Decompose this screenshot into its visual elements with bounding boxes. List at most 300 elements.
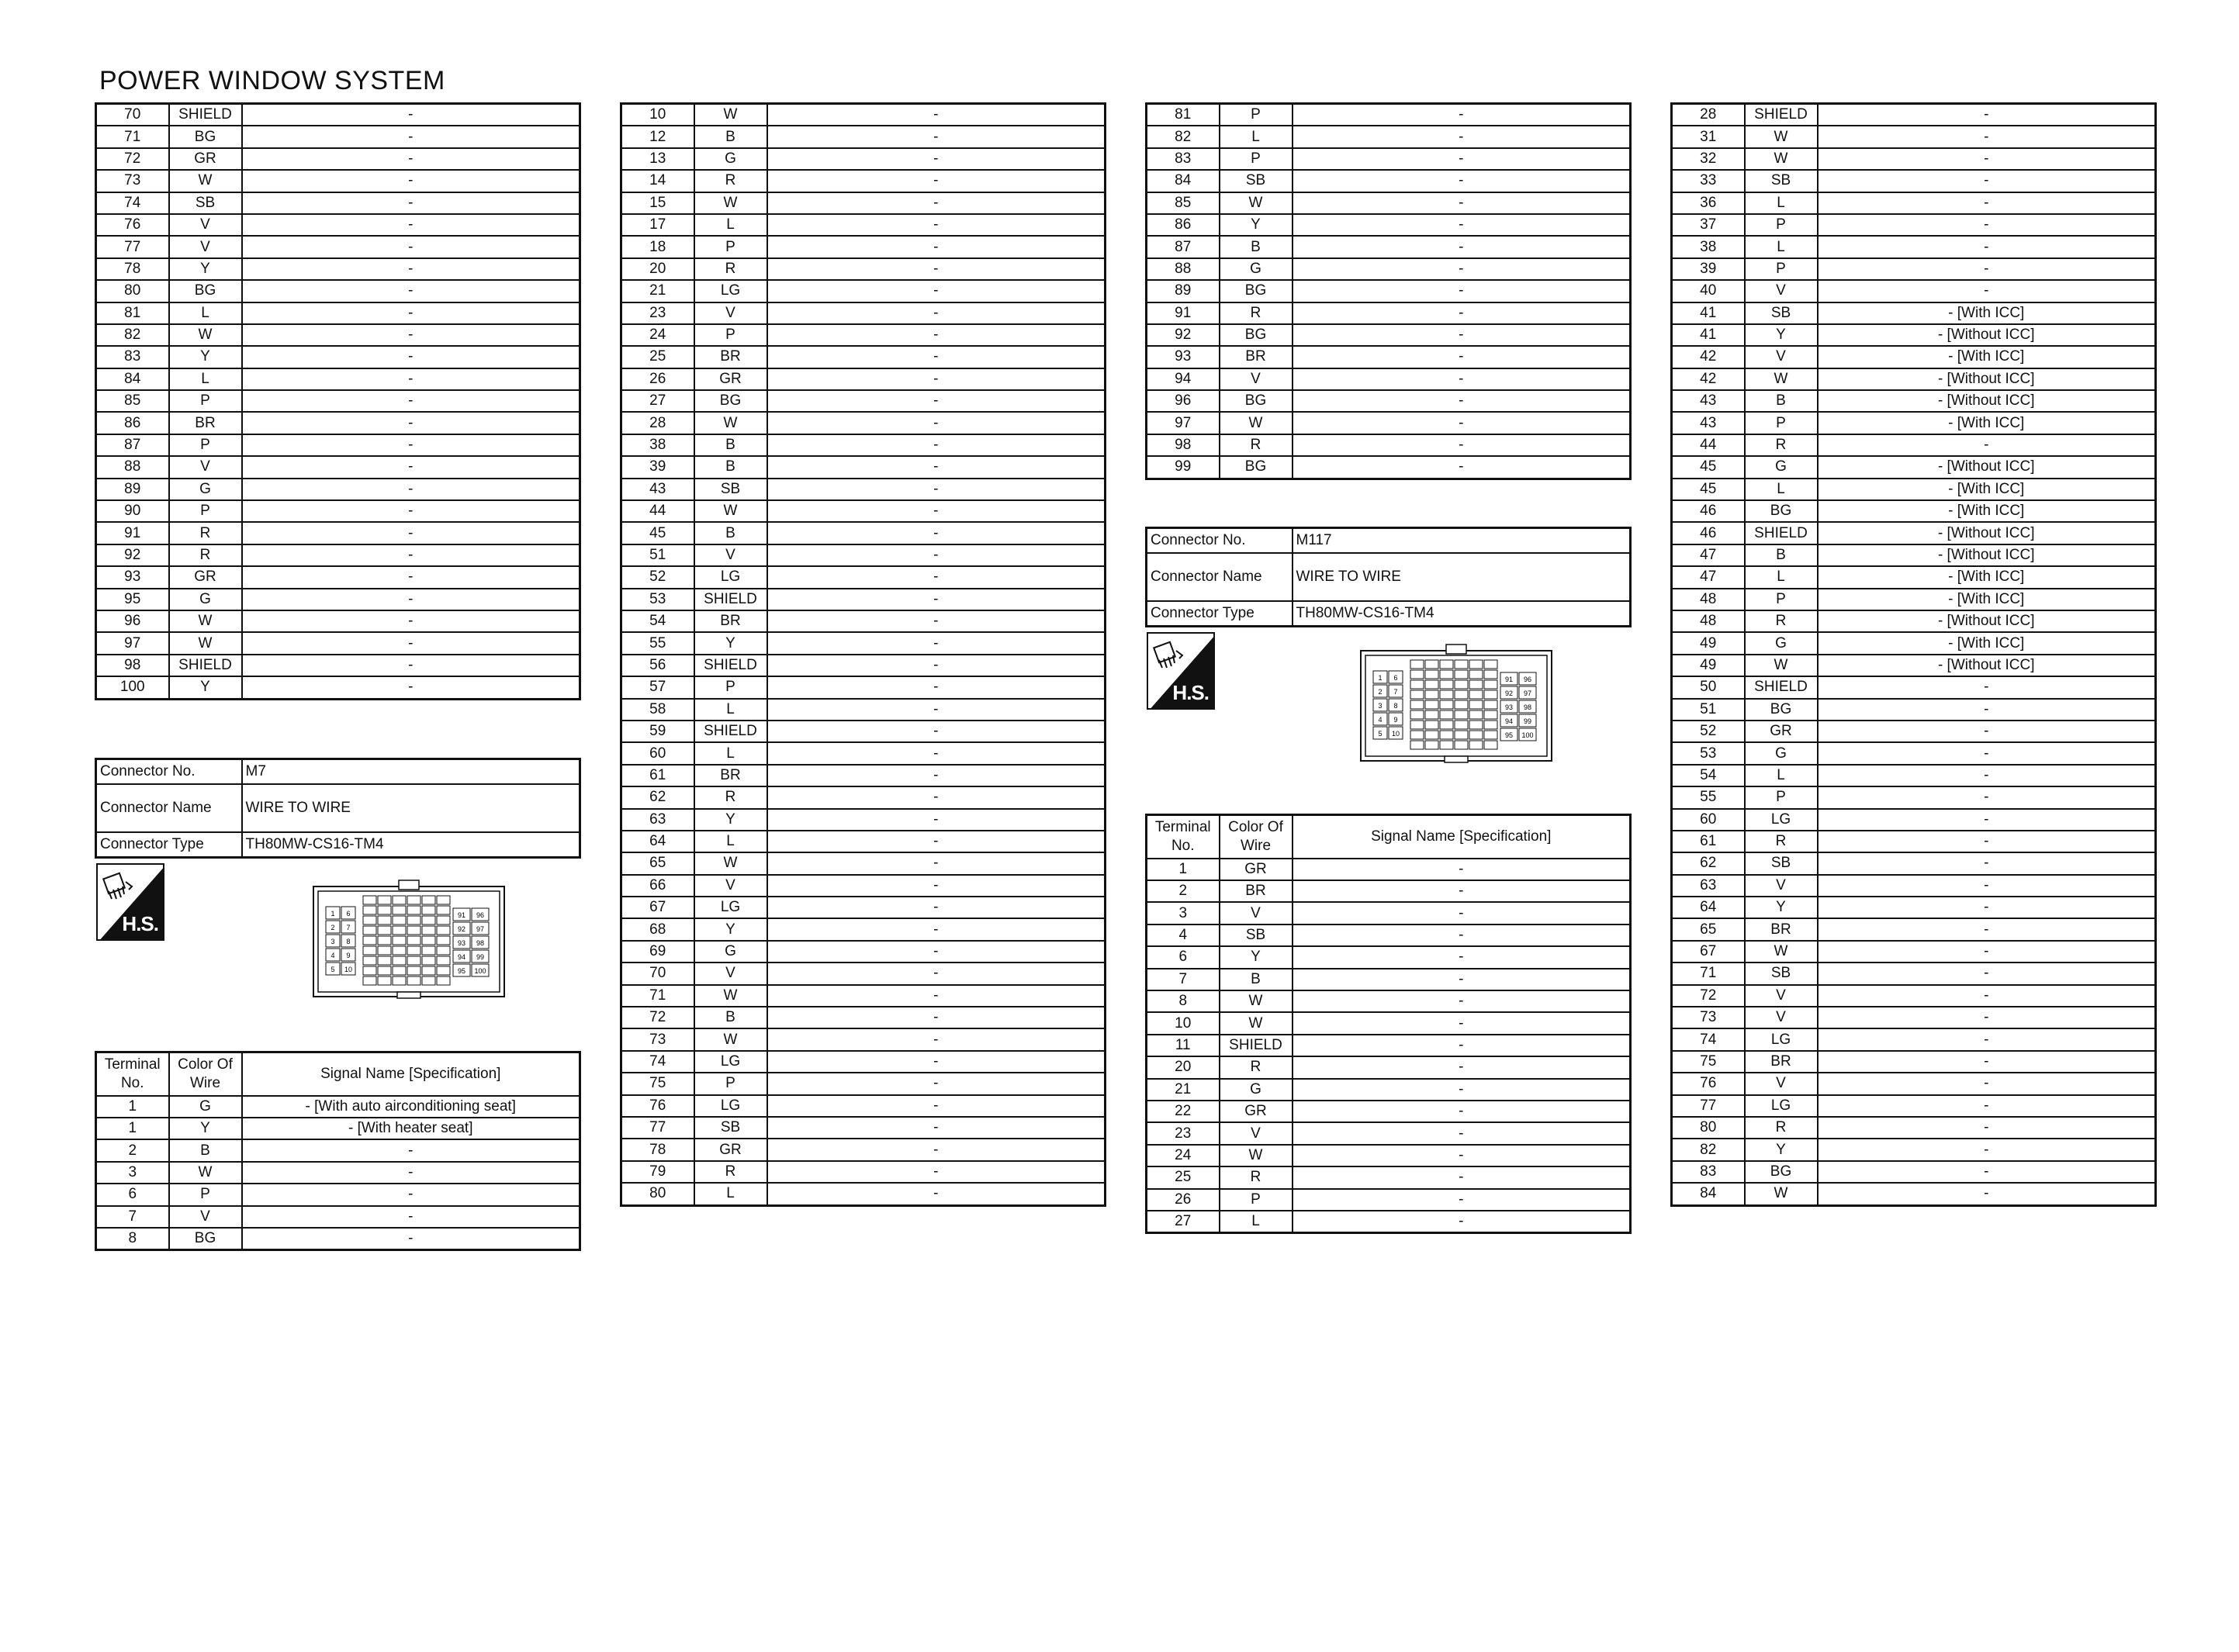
pin-cavity <box>1469 690 1483 699</box>
signal-name-cell: - <box>242 214 580 236</box>
terminal-no-cell: 54 <box>1672 765 1745 786</box>
terminal-no-cell: 8 <box>96 1228 169 1250</box>
header-signal-name: Signal Name [Specification] <box>1293 814 1631 859</box>
wire-color-cell: LG <box>1745 1095 1818 1117</box>
pin-cavity <box>393 896 406 904</box>
pin-cavity <box>1410 690 1424 699</box>
pin-cavity <box>393 946 406 955</box>
wire-color-cell: SB <box>694 1117 767 1139</box>
terminal-no-cell: 31 <box>1672 126 1745 147</box>
table-row <box>621 610 1106 632</box>
table-row <box>96 456 580 478</box>
table-row <box>621 566 1106 588</box>
wire-color-cell: Y <box>694 809 767 831</box>
table-row <box>1147 1101 1631 1122</box>
terminal-no-cell: 3 <box>96 1162 169 1184</box>
pin-cavity <box>437 896 450 904</box>
pin-label: 7 <box>346 923 351 931</box>
wire-color-cell: P <box>1745 258 1818 280</box>
signal-name-cell: - <box>242 258 580 280</box>
wire-color-cell: V <box>1745 280 1818 302</box>
wire-color-cell: G <box>1745 632 1818 654</box>
wire-color-cell: BG <box>169 280 242 302</box>
table-row <box>96 655 580 676</box>
table-row <box>621 1073 1106 1094</box>
table-row <box>621 500 1106 522</box>
terminal-no-cell: 91 <box>96 522 169 544</box>
wire-color-cell: W <box>694 1028 767 1050</box>
signal-name-cell: - <box>767 1161 1106 1183</box>
wire-color-cell: R <box>694 1161 767 1183</box>
header-color-of-wire: Color Of Wire <box>169 1052 242 1096</box>
pin-label: 8 <box>1393 701 1398 710</box>
signal-name-cell: - <box>1818 170 2156 192</box>
signal-name-cell: - <box>1293 126 1631 147</box>
pin-cavity <box>363 916 376 924</box>
terminal-no-cell: 36 <box>1672 192 1745 214</box>
terminal-no-cell: 78 <box>96 258 169 280</box>
signal-name-cell: - [Without ICC] <box>1818 655 2156 676</box>
signal-name-cell: - <box>1293 390 1631 412</box>
pin-cavity <box>1469 731 1483 739</box>
table-row <box>96 1118 580 1139</box>
wire-color-cell: W <box>1745 368 1818 390</box>
column-2 <box>620 102 1104 1207</box>
terminal-no-cell: 56 <box>621 655 694 676</box>
signal-name-cell: - <box>242 126 580 147</box>
signal-name-cell: - <box>1818 1007 2156 1028</box>
signal-name-cell: - <box>1293 1056 1631 1078</box>
signal-name-cell: - <box>242 1162 580 1184</box>
terminal-no-cell: 76 <box>96 214 169 236</box>
signal-name-cell: - <box>242 302 580 324</box>
signal-name-cell: - <box>1818 214 2156 236</box>
wire-color-cell: BG <box>169 126 242 147</box>
pin-cavity <box>422 966 435 975</box>
table-row <box>621 655 1106 676</box>
signal-name-cell: - <box>767 1139 1106 1160</box>
terminal-no-cell: 37 <box>1672 214 1745 236</box>
wire-color-cell: B <box>1745 544 1818 566</box>
signal-name-cell: - <box>1818 742 2156 764</box>
wire-color-cell: G <box>169 479 242 500</box>
table-row <box>96 412 580 434</box>
pin-cavity <box>1425 731 1438 739</box>
table-row <box>621 192 1106 214</box>
signal-name-cell: - [With ICC] <box>1818 632 2156 654</box>
table-row <box>621 941 1106 963</box>
terminal-no-cell: 90 <box>96 500 169 522</box>
table-row <box>1672 655 2156 676</box>
wire-color-cell: V <box>694 544 767 566</box>
table-row <box>621 1028 1106 1050</box>
wire-color-cell: BR <box>694 610 767 632</box>
terminal-no-cell: 38 <box>1672 236 1745 257</box>
table-row <box>1672 324 2156 346</box>
table-row <box>96 1206 580 1228</box>
wire-color-cell: L <box>694 214 767 236</box>
signal-name-cell: - <box>242 1228 580 1250</box>
signal-name-cell: - <box>1818 1139 2156 1160</box>
pin-cavity <box>407 946 420 955</box>
pin-label: 94 <box>457 952 466 961</box>
wire-color-cell: SHIELD <box>1745 522 1818 544</box>
signal-name-cell: - <box>1818 236 2156 257</box>
signal-name-cell: - <box>1293 170 1631 192</box>
terminal-no-cell: 68 <box>621 918 694 940</box>
column-3 <box>1145 102 1629 1234</box>
terminal-no-cell: 51 <box>621 544 694 566</box>
wire-color-cell: P <box>1220 104 1293 126</box>
table-row <box>1672 721 2156 742</box>
signal-name-cell: - <box>1818 875 2156 897</box>
connector-no-value: M7 <box>242 759 580 784</box>
table-row <box>1147 434 1631 456</box>
table-row <box>621 302 1106 324</box>
signal-name-cell: - [With ICC] <box>1818 412 2156 434</box>
terminal-no-cell: 74 <box>621 1051 694 1073</box>
pin-cavity <box>1410 721 1424 729</box>
table-row <box>1147 412 1631 434</box>
pin-cavity <box>378 966 391 975</box>
table-row <box>621 479 1106 500</box>
wire-color-cell: GR <box>169 148 242 170</box>
terminal-no-cell: 41 <box>1672 302 1745 324</box>
terminal-no-cell: 71 <box>96 126 169 147</box>
terminal-no-cell: 20 <box>621 258 694 280</box>
terminal-no-cell: 82 <box>1147 126 1220 147</box>
terminal-no-cell: 77 <box>96 236 169 257</box>
terminal-no-cell: 38 <box>621 434 694 456</box>
wire-color-cell: Y <box>169 676 242 699</box>
signal-name-cell: - <box>767 875 1106 897</box>
table-row <box>621 126 1106 147</box>
wire-color-cell: BG <box>1220 390 1293 412</box>
wire-color-cell: P <box>169 1184 242 1205</box>
connector-type-value: TH80MW-CS16-TM4 <box>1293 601 1631 627</box>
wire-color-cell: L <box>1745 236 1818 257</box>
wire-color-cell: P <box>694 1073 767 1094</box>
signal-name-cell: - <box>1293 880 1631 902</box>
pin-label: 4 <box>1378 715 1383 724</box>
terminal-no-cell: 84 <box>96 368 169 390</box>
terminal-no-cell: 21 <box>621 280 694 302</box>
terminal-no-cell: 28 <box>621 412 694 434</box>
signal-name-cell: - <box>767 192 1106 214</box>
signal-name-cell: - <box>767 104 1106 126</box>
table-row <box>1147 1035 1631 1056</box>
table-row <box>1147 1211 1631 1233</box>
wire-color-cell: SB <box>1745 852 1818 874</box>
wire-color-cell: G <box>1220 1079 1293 1101</box>
wire-color-cell: B <box>694 126 767 147</box>
pin-label: 3 <box>330 937 335 945</box>
wire-color-cell: Y <box>169 346 242 368</box>
wire-color-cell: W <box>694 852 767 874</box>
table-row <box>621 434 1106 456</box>
connector-type-value: TH80MW-CS16-TM4 <box>242 832 580 858</box>
pin-label: 9 <box>346 951 351 959</box>
signal-name-cell: - <box>1293 1122 1631 1144</box>
signal-name-cell: - <box>767 236 1106 257</box>
pin-cavity <box>407 936 420 945</box>
signal-name-cell: - <box>1818 941 2156 963</box>
wire-color-cell: SHIELD <box>169 104 242 126</box>
table-row <box>1672 831 2156 852</box>
pin-cavity <box>1455 710 1468 719</box>
signal-name-cell: - [With ICC] <box>1818 566 2156 588</box>
table-row <box>1147 859 1631 880</box>
terminal-no-cell: 89 <box>1147 280 1220 302</box>
table-row <box>621 1139 1106 1160</box>
signal-name-cell: - <box>1818 1161 2156 1183</box>
wire-color-cell: Y <box>1745 1139 1818 1160</box>
wire-color-cell: V <box>1745 875 1818 897</box>
wire-color-cell: R <box>1745 610 1818 632</box>
signal-name-cell: - <box>242 1139 580 1161</box>
signal-name-cell: - <box>767 544 1106 566</box>
signal-name-cell: - <box>242 456 580 478</box>
signal-name-cell: - <box>242 500 580 522</box>
wire-color-cell: P <box>694 324 767 346</box>
table-row <box>96 148 580 170</box>
terminal-no-cell: 88 <box>96 456 169 478</box>
wire-color-cell: SHIELD <box>694 589 767 610</box>
wire-color-cell: BG <box>1220 456 1293 479</box>
signal-name-cell: - <box>767 721 1106 742</box>
wire-color-cell: G <box>694 148 767 170</box>
table-row <box>1672 632 2156 654</box>
wire-color-cell: W <box>1745 655 1818 676</box>
signal-name-cell: - <box>767 522 1106 544</box>
wire-color-cell: GR <box>694 1139 767 1160</box>
connector-no-label: Connector No. <box>96 759 242 784</box>
signal-name-cell: - [Without ICC] <box>1818 544 2156 566</box>
terminal-no-cell: 75 <box>1672 1051 1745 1073</box>
terminal-no-cell: 93 <box>1147 346 1220 368</box>
signal-name-cell: - [Without ICC] <box>1818 522 2156 544</box>
wire-color-cell: R <box>1745 434 1818 456</box>
terminal-no-cell: 69 <box>621 941 694 963</box>
pin-cavity <box>422 956 435 965</box>
pin-cavity <box>1425 680 1438 689</box>
pin-label: 3 <box>1378 701 1383 710</box>
terminal-no-cell: 81 <box>1147 104 1220 126</box>
signal-name-cell: - <box>1293 990 1631 1012</box>
terminal-no-cell: 17 <box>621 214 694 236</box>
signal-name-cell: - <box>242 479 580 500</box>
signal-name-cell: - <box>767 1028 1106 1050</box>
wire-color-cell: B <box>694 456 767 478</box>
pin-cavity <box>1469 721 1483 729</box>
signal-name-cell: - [With heater seat] <box>242 1118 580 1139</box>
wire-color-cell: Y <box>694 918 767 940</box>
terminal-no-cell: 61 <box>1672 831 1745 852</box>
terminal-no-cell: 46 <box>1672 500 1745 522</box>
table-row <box>1672 170 2156 192</box>
terminal-no-cell: 24 <box>1147 1145 1220 1166</box>
pin-cavity <box>363 896 376 904</box>
wire-color-cell: L <box>694 699 767 721</box>
pin-cavity <box>393 926 406 935</box>
signal-name-cell: - <box>767 765 1106 786</box>
table-row <box>1147 126 1631 147</box>
signal-name-cell: - <box>1818 852 2156 874</box>
table-row <box>621 368 1106 390</box>
pin-cavity <box>422 916 435 924</box>
pin-cavity <box>407 906 420 914</box>
terminal-no-cell: 43 <box>621 479 694 500</box>
wire-color-cell: W <box>694 412 767 434</box>
pin-cavity <box>1410 670 1424 679</box>
table-row <box>621 699 1106 721</box>
terminal-no-cell: 63 <box>621 809 694 831</box>
signal-name-cell: - <box>242 544 580 566</box>
pin-cavity <box>407 926 420 935</box>
pin-cavity <box>363 926 376 935</box>
terminal-no-cell: 84 <box>1672 1183 1745 1205</box>
terminal-no-cell: 63 <box>1672 875 1745 897</box>
pin-cavity <box>1425 690 1438 699</box>
terminal-no-cell: 58 <box>621 699 694 721</box>
terminal-no-cell: 65 <box>1672 918 1745 940</box>
signal-name-cell: - [Without ICC] <box>1818 368 2156 390</box>
table-row <box>96 610 580 632</box>
terminal-no-cell: 43 <box>1672 412 1745 434</box>
table-row <box>1672 852 2156 874</box>
pin-cavity <box>437 906 450 914</box>
signal-name-cell: - <box>767 918 1106 940</box>
pin-cavity <box>1455 680 1468 689</box>
table-row <box>621 412 1106 434</box>
terminal-no-cell: 49 <box>1672 632 1745 654</box>
pin-cavity <box>1425 660 1438 669</box>
signal-name-cell: - <box>1293 104 1631 126</box>
signal-name-cell: - <box>767 434 1106 456</box>
wire-color-cell: L <box>1745 765 1818 786</box>
table-row <box>1147 1079 1631 1101</box>
terminal-no-cell: 85 <box>1147 192 1220 214</box>
terminal-no-cell: 44 <box>1672 434 1745 456</box>
pin-cavity <box>1455 731 1468 739</box>
table-row <box>1672 699 2156 721</box>
wire-color-cell: BR <box>1745 1051 1818 1073</box>
terminal-no-cell: 26 <box>621 368 694 390</box>
pin-cavity <box>1469 741 1483 749</box>
terminal-no-cell: 45 <box>1672 479 1745 500</box>
signal-name-cell: - <box>1818 831 2156 852</box>
pin-cavity <box>1440 670 1453 679</box>
signal-name-cell: - <box>242 412 580 434</box>
table-row <box>1672 522 2156 544</box>
table-row <box>621 1161 1106 1183</box>
terminal-table <box>1145 102 1632 480</box>
terminal-no-cell: 53 <box>1672 742 1745 764</box>
signal-name-cell: - <box>1293 258 1631 280</box>
wire-color-cell: BG <box>694 390 767 412</box>
wire-color-cell: LG <box>694 1095 767 1117</box>
table-row <box>621 786 1106 808</box>
table-row <box>1147 390 1631 412</box>
signal-name-cell: - [Without ICC] <box>1818 610 2156 632</box>
wire-color-cell: Y <box>1220 214 1293 236</box>
table-row <box>1672 1073 2156 1094</box>
terminal-no-cell: 91 <box>1147 302 1220 324</box>
wire-color-cell: LG <box>694 897 767 918</box>
table-row <box>621 852 1106 874</box>
wire-color-cell: P <box>1745 412 1818 434</box>
pin-cavity <box>1484 680 1497 689</box>
terminal-no-cell: 11 <box>1147 1035 1220 1056</box>
terminal-no-cell: 12 <box>621 126 694 147</box>
table-row <box>1672 346 2156 368</box>
pin-cavity <box>1440 700 1453 709</box>
terminal-no-cell: 42 <box>1672 346 1745 368</box>
terminal-no-cell: 52 <box>1672 721 1745 742</box>
table-row <box>1672 104 2156 126</box>
signal-name-cell: - <box>1293 1145 1631 1166</box>
terminal-no-cell: 46 <box>1672 522 1745 544</box>
wire-color-cell: W <box>694 985 767 1007</box>
signal-name-cell: - <box>767 852 1106 874</box>
table-row <box>621 963 1106 984</box>
connector-type-label: Connector Type <box>96 832 242 858</box>
pin-cavity <box>1425 721 1438 729</box>
terminal-no-cell: 7 <box>1147 969 1220 990</box>
pin-cavity <box>393 956 406 965</box>
signal-name-cell: - <box>767 126 1106 147</box>
signal-name-cell: - <box>767 148 1106 170</box>
wire-color-cell: W <box>1220 192 1293 214</box>
pin-cavity <box>422 906 435 914</box>
pin-cavity <box>378 956 391 965</box>
terminal-no-cell: 55 <box>621 632 694 654</box>
signal-name-cell: - <box>1818 786 2156 808</box>
signal-name-cell: - <box>767 742 1106 764</box>
signal-name-cell: - <box>1293 859 1631 880</box>
terminal-no-cell: 25 <box>621 346 694 368</box>
signal-name-cell: - <box>242 104 580 126</box>
pin-cavity <box>1440 741 1453 749</box>
terminal-no-cell: 72 <box>1672 985 1745 1007</box>
wire-color-cell: R <box>169 522 242 544</box>
signal-name-cell: - <box>242 566 580 588</box>
pin-label: 10 <box>1391 729 1400 738</box>
table-row <box>96 632 580 654</box>
signal-name-cell: - [With ICC] <box>1818 500 2156 522</box>
pin-label: 93 <box>457 938 466 947</box>
pin-cavity <box>1484 731 1497 739</box>
column-4 <box>1670 102 2154 1207</box>
terminal-no-cell: 80 <box>1672 1117 1745 1139</box>
terminal-no-cell: 72 <box>621 1007 694 1028</box>
table-row <box>621 1183 1106 1205</box>
wire-color-cell: V <box>169 236 242 257</box>
signal-name-cell: - <box>242 280 580 302</box>
table-row <box>1672 258 2156 280</box>
table-row <box>1147 969 1631 990</box>
wire-color-cell: L <box>169 368 242 390</box>
table-row <box>621 897 1106 918</box>
terminal-no-cell: 64 <box>621 831 694 852</box>
terminal-no-cell: 10 <box>621 104 694 126</box>
pin-cavity <box>407 916 420 924</box>
table-row <box>1672 566 2156 588</box>
signal-name-cell: - <box>1818 897 2156 918</box>
pin-cavity <box>1410 731 1424 739</box>
table-row <box>621 809 1106 831</box>
wire-color-cell: R <box>1220 434 1293 456</box>
